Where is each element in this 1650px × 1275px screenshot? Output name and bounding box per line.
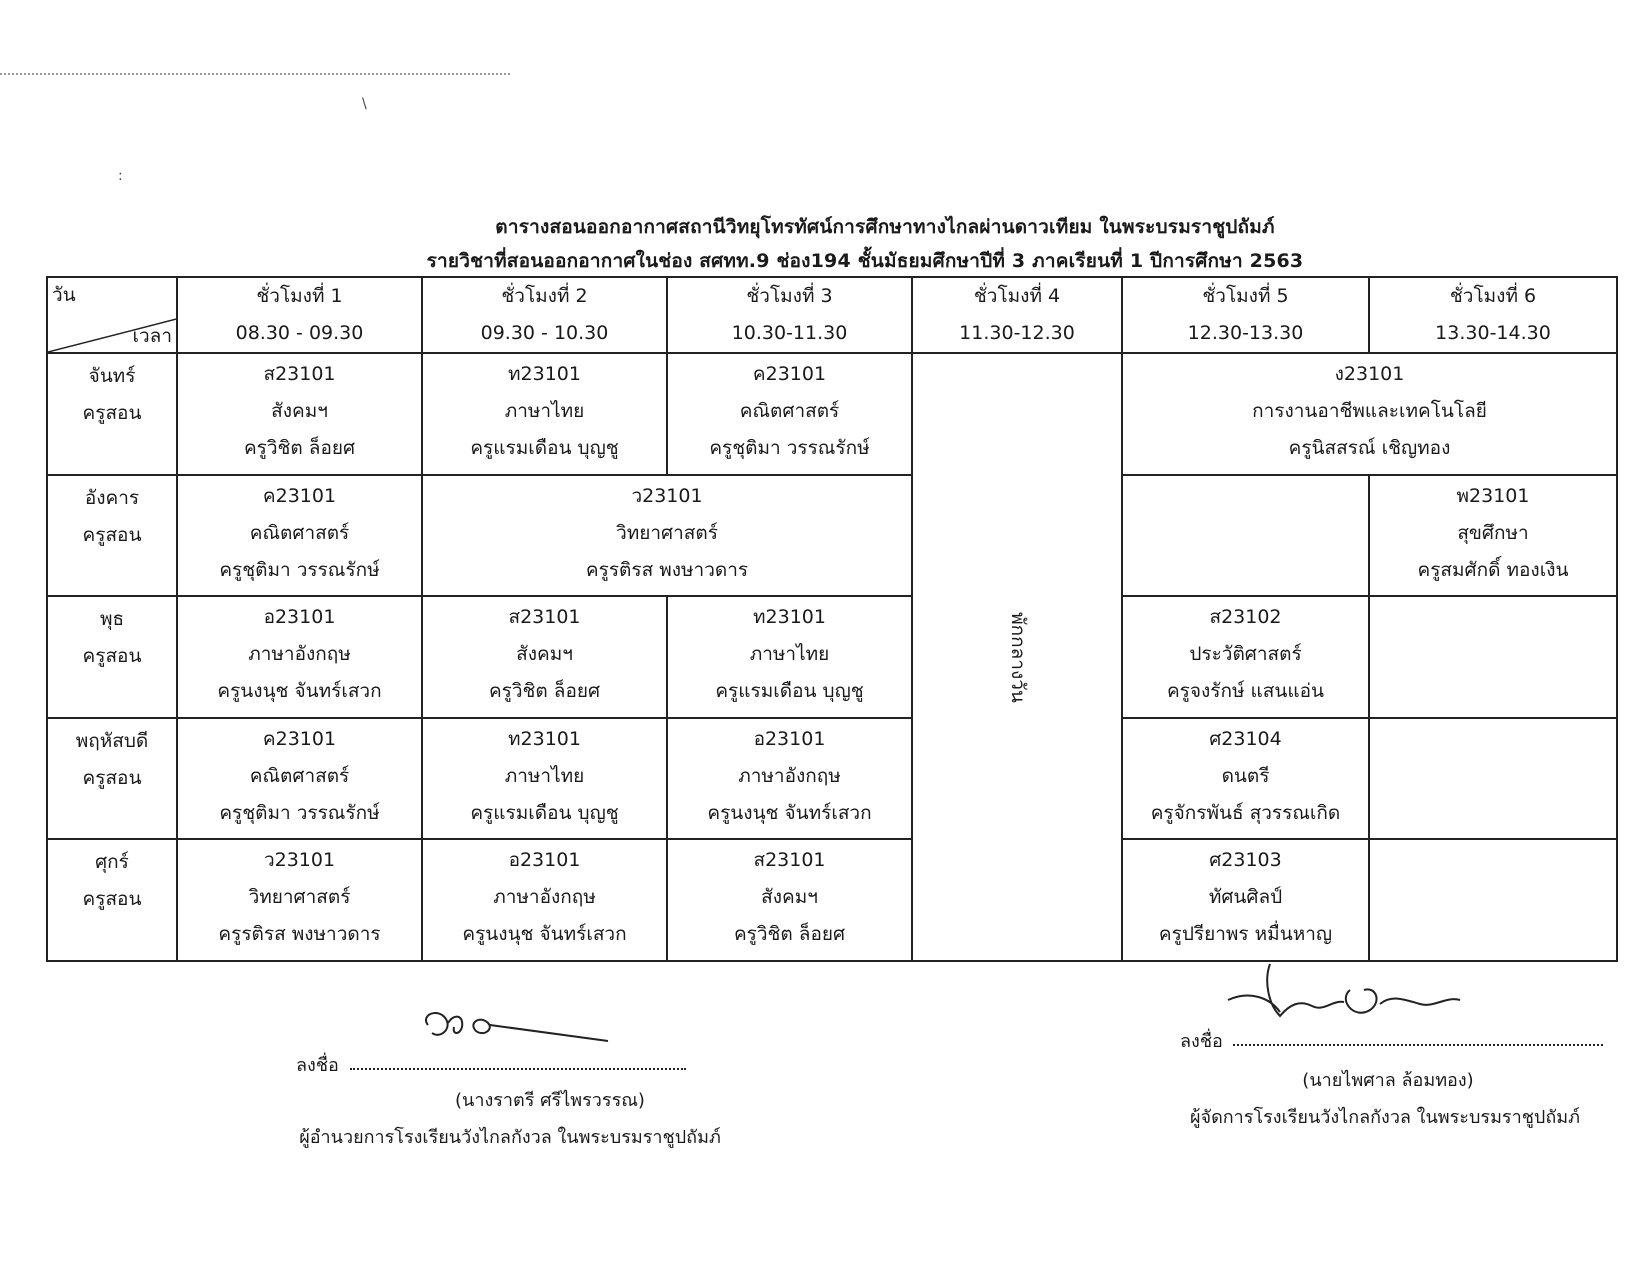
corner-time-label: เวลา (132, 324, 172, 347)
document-title: ตารางสอนออกอากาศสถานีวิทยุโทรทัศน์การศึกษาทางไกลผ่านดาวเทียม ในพระบรมราชูปถัมภ์ (495, 216, 1275, 238)
empty-cell (1369, 596, 1617, 718)
class-cell: ท23101 ภาษาไทย ครูแรมเดือน บุญชู (422, 353, 667, 475)
class-cell: ท23101 ภาษาไทย ครูแรมเดือน บุญชู (667, 596, 912, 718)
class-cell: ง23101 การงานอาชีพและเทคโนโลยี ครูนิสสรณ์ เชิญทอง (1122, 353, 1617, 475)
signature-right-name: (นายไพศาล ล้อมทอง) (1302, 1070, 1474, 1091)
class-cell: ส23101 สังคมฯ ครูวิชิต ล็อยศ (667, 839, 912, 961)
day-row-thursday (47, 718, 1617, 840)
class-cell: พ23101 สุขศึกษา ครูสมศักดิ์ ทองเงิน (1369, 475, 1617, 597)
class-cell: ส23102 ประวัติศาสตร์ ครูจงรักษ์ แสนแอ่น (1122, 596, 1369, 718)
class-cell: ศ23103 ทัศนศิลป์ ครูปรียาพร หมื่นหาญ (1122, 839, 1369, 961)
period-header-3: ชั่วโมงที่ 3 10.30-11.30 (667, 277, 912, 353)
class-cell: ส23101 สังคมฯ ครูวิชิต ล็อยศ (422, 596, 667, 718)
class-cell: ศ23104 ดนตรี ครูจักรพันธ์ สุวรรณเกิด (1122, 718, 1369, 840)
empty-cell (1369, 839, 1617, 961)
schedule-table (46, 276, 1618, 962)
scan-mark: \ (362, 96, 367, 112)
period-header-5: ชั่วโมงที่ 5 12.30-13.30 (1122, 277, 1369, 353)
document-subtitle: รายวิชาที่สอนออกอากาศในช่อง สศทท.9 ช่อง194 ชั้นมัธยมศึกษาปีที่ 3 ภาคเรียนที่ 1 ปีการศึกษา 2563 (426, 250, 1304, 272)
lunch-break-cell: พักกลางวัน (912, 353, 1122, 961)
class-cell: ค23101 คณิตศาสตร์ ครูชุติมา วรรณรักษ์ (177, 475, 422, 597)
signature-left-line (350, 1068, 686, 1070)
class-cell: ว23101 วิทยาศาสตร์ ครูรติรส พงษาวดาร (422, 475, 912, 597)
signature-right-image (1220, 960, 1480, 1030)
day-cell: พุธ ครูสอน (47, 596, 177, 718)
day-cell: อังคาร ครูสอน (47, 475, 177, 597)
day-row-monday (47, 353, 1617, 475)
signature-left-name: (นางราตรี ศรีไพรวรรณ) (455, 1090, 645, 1111)
header-row (47, 277, 1617, 353)
signature-right-prefix: ลงชื่อ (1180, 1031, 1223, 1052)
corner-cell (47, 277, 177, 353)
signature-left-position: ผู้อำนวยการโรงเรียนวังไกลกังวล ในพระบรมราชูปถัมภ์ (299, 1127, 721, 1148)
corner-day-label: วัน (52, 283, 76, 306)
class-cell: ค23101 คณิตศาสตร์ ครูชุติมา วรรณรักษ์ (177, 718, 422, 840)
day-cell: จันทร์ ครูสอน (47, 353, 177, 475)
scan-top-line (0, 73, 510, 75)
class-cell: อ23101 ภาษาอังกฤษ ครูนงนุช จันทร์เสวก (422, 839, 667, 961)
signature-left-prefix: ลงชื่อ (296, 1055, 339, 1076)
scan-mark: : (118, 168, 123, 184)
class-cell: ว23101 วิทยาศาสตร์ ครูรติรส พงษาวดาร (177, 839, 422, 961)
class-cell: อ23101 ภาษาอังกฤษ ครูนงนุช จันทร์เสวก (177, 596, 422, 718)
class-cell: อ23101 ภาษาอังกฤษ ครูนงนุช จันทร์เสวก (667, 718, 912, 840)
day-cell: พฤหัสบดี ครูสอน (47, 718, 177, 840)
empty-cell (1369, 718, 1617, 840)
class-cell: ค23101 คณิตศาสตร์ ครูชุติมา วรรณรักษ์ (667, 353, 912, 475)
period-header-4: ชั่วโมงที่ 4 11.30-12.30 (912, 277, 1122, 353)
period-header-6: ชั่วโมงที่ 6 13.30-14.30 (1369, 277, 1617, 353)
signature-right-position: ผู้จัดการโรงเรียนวังไกลกังวล ในพระบรมราชูปถัมภ์ (1190, 1107, 1580, 1128)
day-row-tuesday (47, 475, 1617, 597)
signature-left-image (418, 1005, 618, 1053)
day-row-wednesday (47, 596, 1617, 718)
class-cell: ส23101 สังคมฯ ครูวิชิต ล็อยศ (177, 353, 422, 475)
day-cell: ศุกร์ ครูสอน (47, 839, 177, 961)
class-cell: ท23101 ภาษาไทย ครูแรมเดือน บุญชู (422, 718, 667, 840)
signature-right-line (1233, 1044, 1603, 1046)
class-cell (1122, 475, 1369, 597)
period-header-2: ชั่วโมงที่ 2 09.30 - 10.30 (422, 277, 667, 353)
day-row-friday (47, 839, 1617, 961)
period-header-1: ชั่วโมงที่ 1 08.30 - 09.30 (177, 277, 422, 353)
